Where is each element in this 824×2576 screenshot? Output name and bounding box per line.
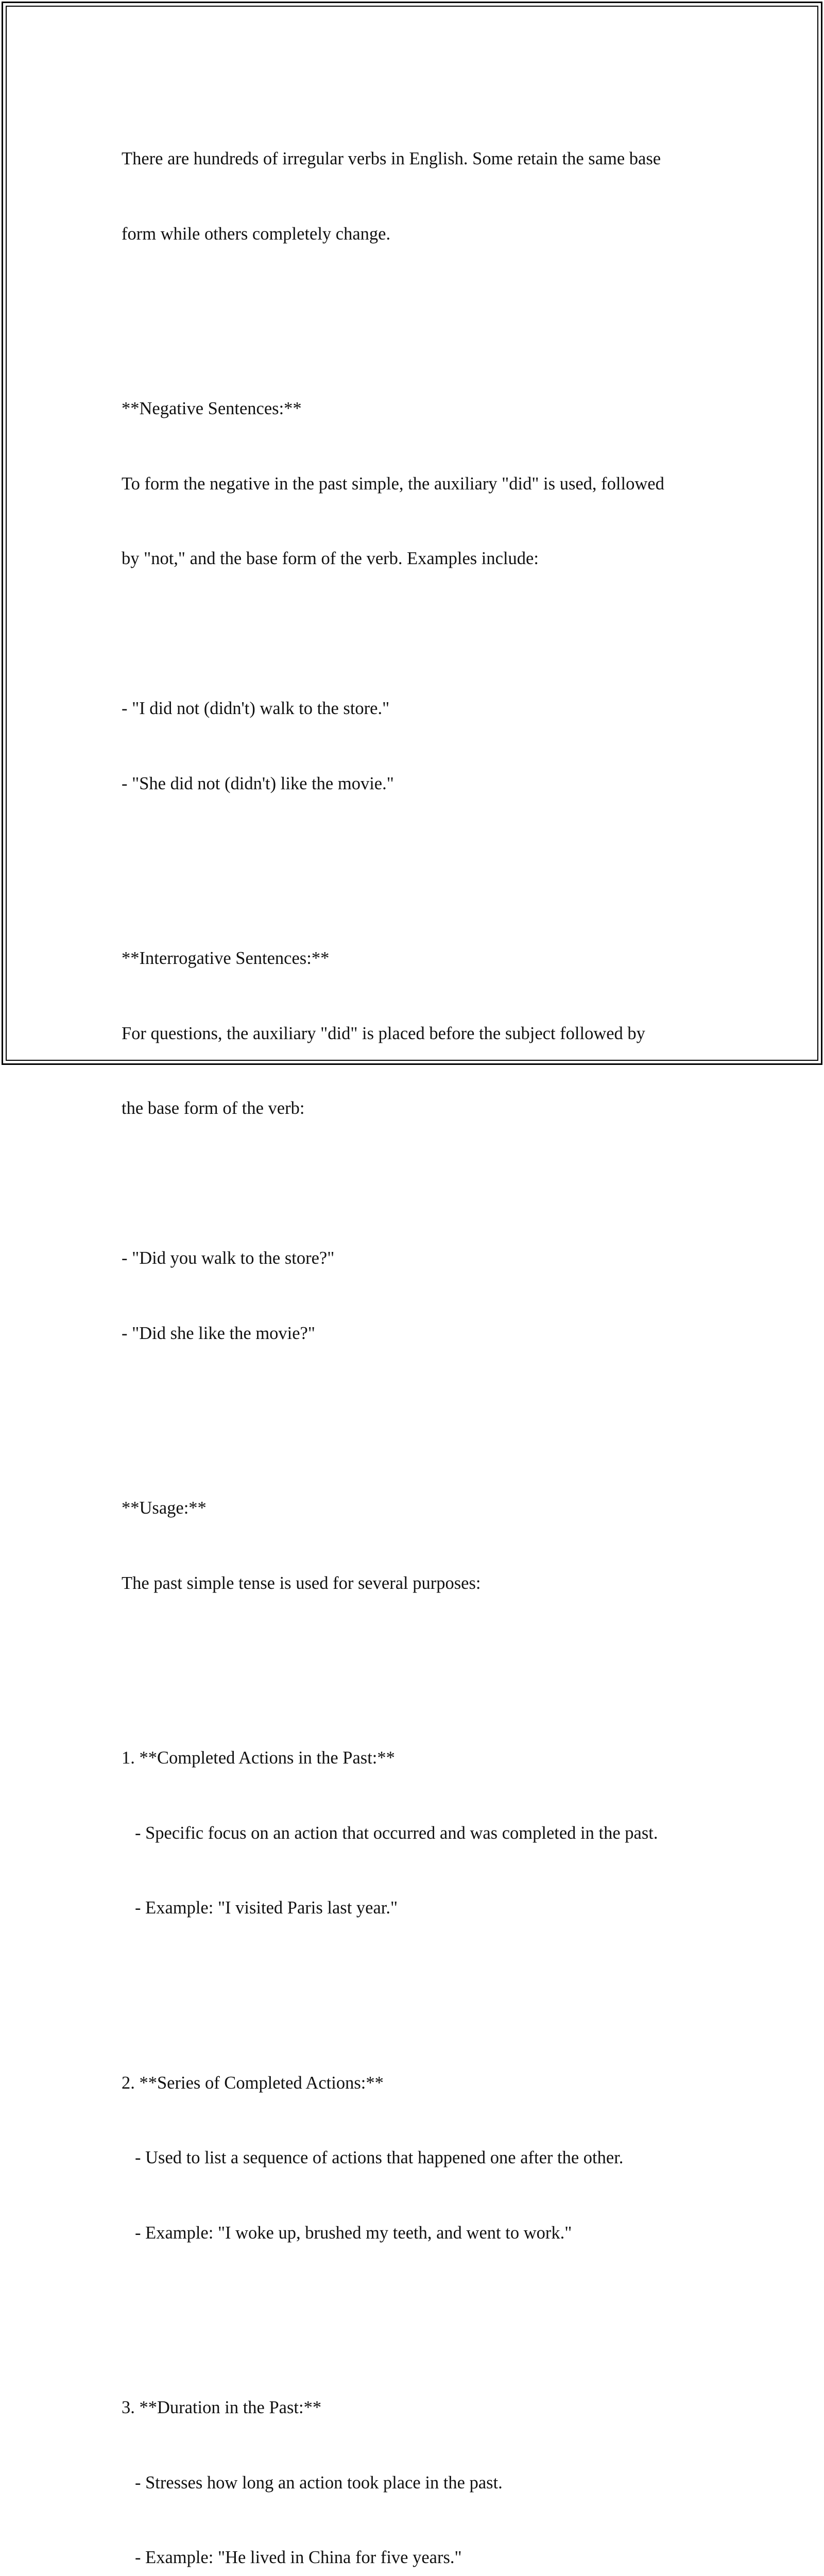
section-heading-usage: **Usage:** bbox=[122, 1498, 207, 1518]
usage-item-example: - Example: "I visited Paris last year." bbox=[135, 1898, 398, 1918]
spacer bbox=[122, 1396, 729, 1421]
spacer bbox=[122, 846, 729, 871]
section-heading-interrogative: **Interrogative Sentences:** bbox=[122, 948, 330, 968]
paragraph-line: The past simple tense is used for several purposes: bbox=[122, 1573, 481, 1593]
usage-item-example: - Example: "He lived in China for five years." bbox=[135, 2548, 462, 2567]
usage-item-title: 3. **Duration in the Past:** bbox=[122, 2398, 322, 2417]
document-body bbox=[122, 96, 729, 2576]
usage-item-title: 1. **Completed Actions in the Past:** bbox=[122, 1748, 395, 1768]
paragraph-line: by "not," and the base form of the verb. Examples include: bbox=[122, 549, 539, 568]
spacer bbox=[122, 296, 729, 321]
spacer bbox=[122, 2295, 729, 2320]
intro-line: form while others completely change. bbox=[122, 224, 391, 244]
spacer bbox=[122, 1646, 729, 1671]
example-item: - "She did not (didn't) like the movie." bbox=[122, 773, 394, 793]
usage-item-example: - Example: "I woke up, brushed my teeth, and went to work." bbox=[135, 2223, 572, 2243]
spacer bbox=[122, 1171, 729, 1196]
spacer bbox=[122, 621, 729, 647]
paragraph-line: For questions, the auxiliary "did" is placed before the subject followed by bbox=[122, 1023, 645, 1043]
usage-item-title: 2. **Series of Completed Actions:** bbox=[122, 2073, 384, 2093]
paragraph-line: the base form of the verb: bbox=[122, 1098, 305, 1118]
intro-line: There are hundreds of irregular verbs in English. Some retain the same base bbox=[122, 149, 661, 168]
usage-item-detail: - Used to list a sequence of actions that happened one after the other. bbox=[135, 2148, 624, 2167]
example-item: - "Did you walk to the store?" bbox=[122, 1248, 335, 1268]
section-heading-negative: **Negative Sentences:** bbox=[122, 399, 302, 418]
example-item: - "Did she like the movie?" bbox=[122, 1323, 315, 1343]
spacer bbox=[122, 1971, 729, 1996]
usage-item-detail: - Specific focus on an action that occurred and was completed in the past. bbox=[135, 1823, 658, 1843]
usage-item-detail: - Stresses how long an action took place in the past. bbox=[135, 2472, 503, 2493]
paragraph-line: To form the negative in the past simple, the auxiliary "did" is used, followed bbox=[122, 473, 664, 494]
example-item: - "I did not (didn't) walk to the store." bbox=[122, 699, 390, 718]
